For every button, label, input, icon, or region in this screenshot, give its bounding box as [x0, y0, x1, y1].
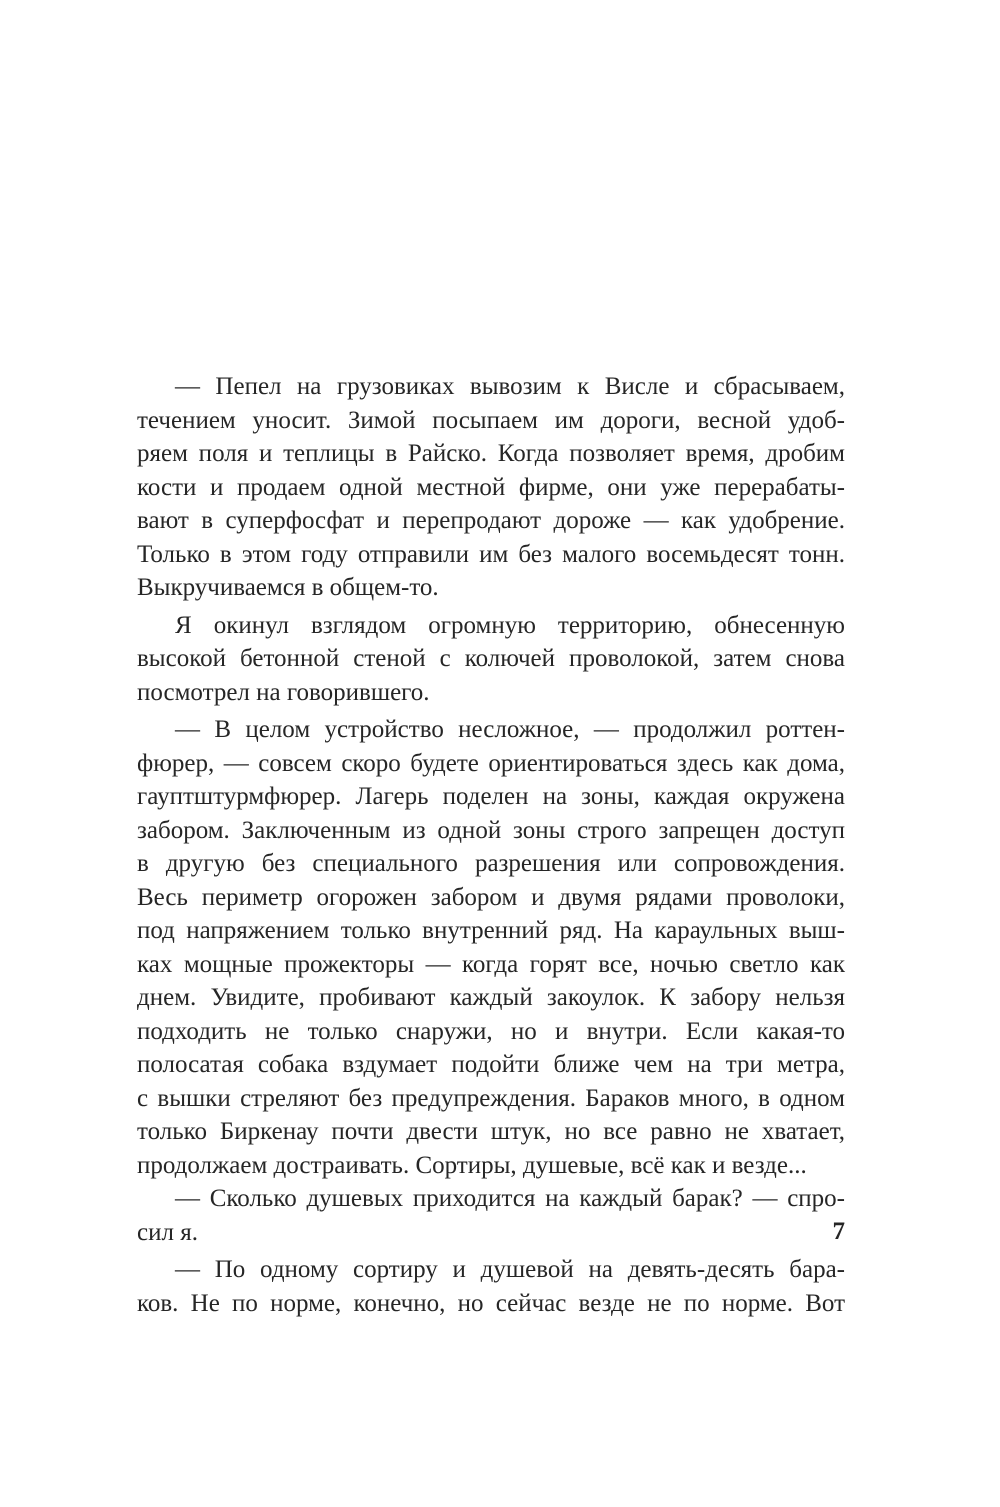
text-line: продолжаем достраивать. Сортиры, душевые, всё как и везде... — [137, 1151, 807, 1179]
text-line: гауптштурмфюрер. Лагерь поделен на зоны, каждая окружена — [137, 783, 845, 810]
text-line: — Пепел на грузовиках вывозим к Висле и сбрасываем, — [175, 373, 845, 400]
text-line: Весь периметр огорожен забором и двумя рядами проволоки, — [137, 883, 845, 911]
text-line: подходить не только снаружи, но и внутри. Если какая-то — [137, 1017, 845, 1045]
text-line: Выкручиваемся в общем-то. — [137, 574, 439, 601]
text-line: высокой бетонной стеной с колючей проволокой, затем снова — [137, 645, 845, 672]
text-line: днем. Увидите, пробивают каждый закоулок. К забору нельзя — [137, 984, 845, 1011]
text-line: полосатая собака вздумает подойти ближе чем на три метра, — [137, 1051, 845, 1078]
page-number: 7 — [832, 1218, 845, 1245]
paragraph-2 — [137, 609, 845, 710]
text-line: вают в суперфосфат и перепродают дороже — как удобрение. — [137, 507, 845, 534]
text-line: — Сколько душевых приходится на каждый барак? — спро- — [175, 1185, 845, 1212]
paragraph-1 — [137, 370, 845, 605]
text-line: только Биркенау почти двести штук, но все равно не хватает, — [137, 1118, 845, 1145]
text-line: забором. Заключенным из одной зоны строго запрещен доступ — [137, 816, 845, 844]
text-line: посмотрел на говорившего. — [137, 678, 430, 706]
text-line: Только в этом году отправили им без малого восемьдесят тонн. — [137, 540, 845, 568]
text-line: ряем поля и теплицы в Райско. Когда позволяет время, дробим — [137, 440, 845, 467]
text-line: в другую без специального разрешения или сопровождения. — [137, 850, 845, 877]
paragraph-4 — [137, 1182, 845, 1249]
paragraph-3 — [137, 713, 845, 1182]
text-line: — В целом устройство несложное, — продолжил роттен- — [175, 716, 845, 743]
paragraph-5 — [137, 1253, 845, 1320]
text-line: ках мощные прожекторы — когда горят все, ночью светло как — [137, 950, 845, 978]
text-line: ков. Не по норме, конечно, но сейчас везде не по норме. Вот — [137, 1289, 845, 1317]
text-line: Я окинул взглядом огромную территорию, обнесенную — [175, 611, 845, 639]
text-line: — По одному сортиру и душевой на девять-десять бара- — [175, 1256, 845, 1283]
text-line: фюрер, — совсем скоро будете ориентироваться здесь как дома, — [137, 749, 845, 777]
text-line: с вышки стреляют без предупреждения. Бараков много, в одном — [137, 1084, 845, 1112]
text-line: течением уносит. Зимой посыпаем им дороги, весной удоб- — [137, 406, 845, 434]
text-line: сил я. — [137, 1218, 198, 1246]
text-line: кости и продаем одной местной фирме, они уже перерабаты- — [137, 473, 845, 501]
text-line: под напряжением только внутренний ряд. На караульных выш- — [137, 917, 845, 944]
body-text — [137, 370, 845, 1320]
